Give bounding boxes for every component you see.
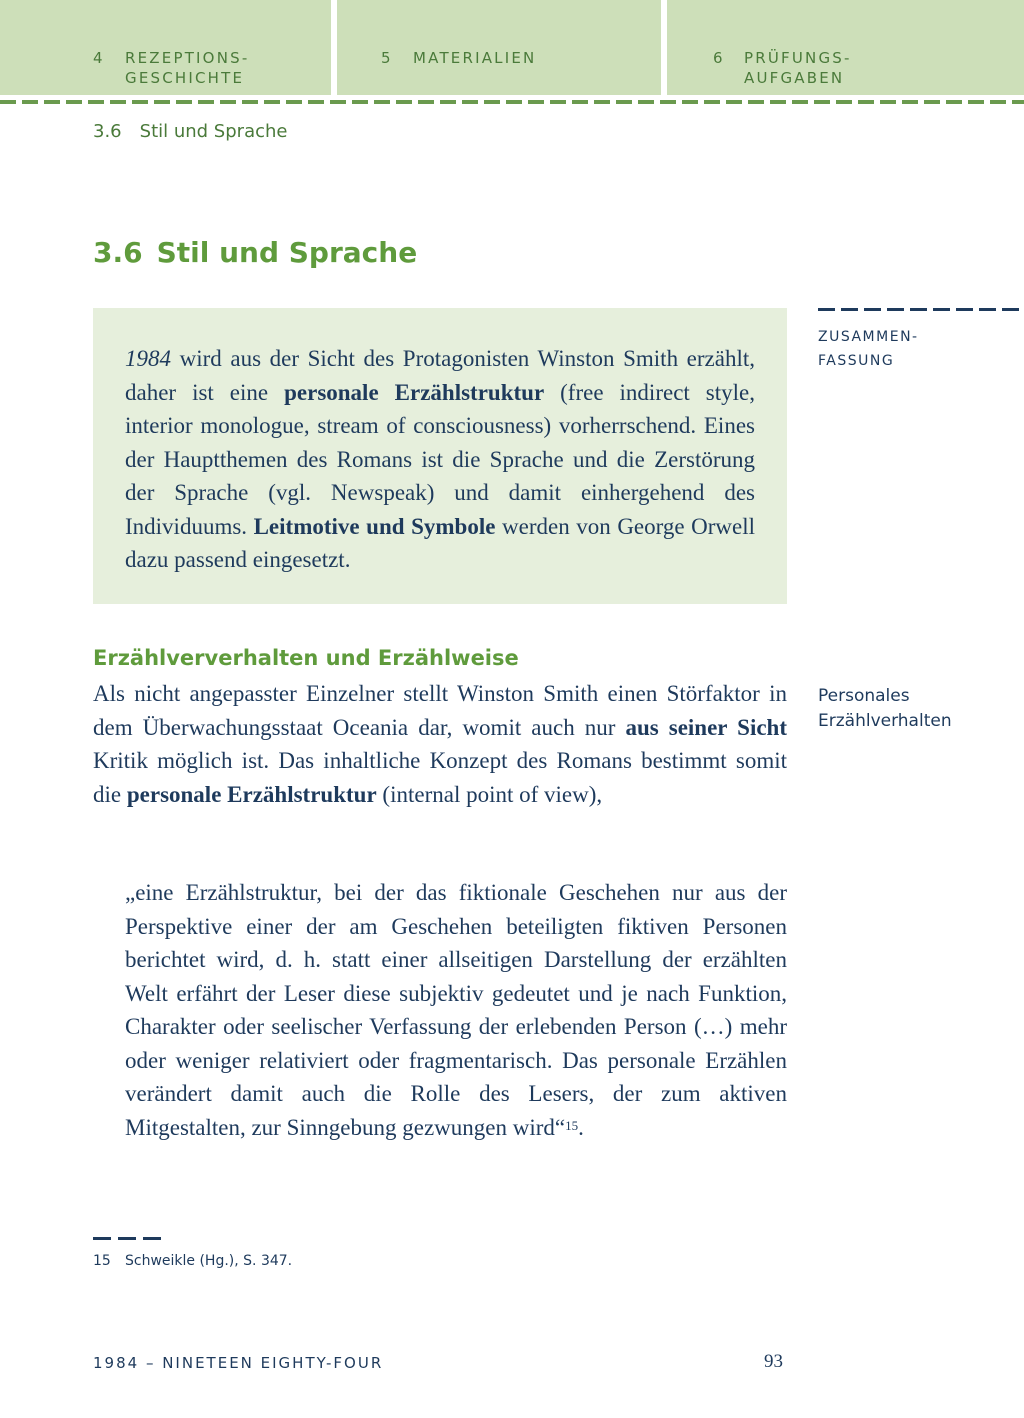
tab-pruefungsaufgaben[interactable]: [667, 0, 1024, 95]
body-text: (internal point of view),: [376, 781, 603, 807]
footnote-divider: [93, 1237, 163, 1240]
body-paragraph: [93, 677, 787, 811]
summary-keyword: personale Erzählstruktur: [284, 379, 545, 405]
section-number: 3.6: [93, 236, 143, 269]
summary-text: werden von George Orwell dazu passend eingesetzt.: [125, 513, 756, 572]
footnote-number: 15: [93, 1253, 111, 1269]
tab-label: MATERIALIEN: [413, 49, 537, 67]
summary-text: wird aus der Sicht des Protagonisten Winston Smith erzählt, daher ist eine: [125, 346, 755, 405]
tab-number: 4: [93, 49, 105, 67]
footnote-text: Schweikle (Hg.), S. 347.: [125, 1253, 293, 1269]
header-divider: [0, 100, 1024, 104]
margin-heading-summary: ZUSAMMEN- FASSUNG: [818, 329, 919, 369]
footnote: [93, 1253, 292, 1269]
body-keyword: personale Erzählstruktur: [126, 781, 377, 807]
running-head-title: Stil und Sprache: [139, 121, 288, 142]
summary-text: (free indirect style, interior monologue, stream of consciousness) vorherrschend. Eines der Hauptthemen des Romans ist die Sprache und die Zerstörung der Sprache (vgl. Newspeak) und damit einhergehend des Individuums.: [125, 379, 755, 539]
tab-materialien[interactable]: [337, 0, 661, 95]
running-head-number: 3.6: [93, 121, 122, 142]
body-keyword: aus seiner Sicht: [625, 714, 787, 740]
quote-text: „eine Erzählstruktur, bei der das fiktionale Geschehen nur aus der Perspektive einer der am Geschehen beteiligten fiktiven Personen berichtet wird, d. h. statt einer allseitigen Darstellung der erzählten Welt erfährt der Leser diese subjektiv gedeutet und je nach Funktion, Charakter oder seelischer Verfassung der erlebenden Person (…) mehr oder weniger relativiert oder fragmentarisch. Das personale Erzählen verändert damit auch die Rolle des Lesers, der zum aktiven Mitgestalten, zur Sinngebung gezwungen wird“: [125, 880, 787, 1140]
body-text: Als nicht angepasster Einzelner stellt Winston Smith einen Störfaktor in dem Überwachungsstaat Oceania dar, womit auch nur: [93, 681, 787, 740]
margin-note-narrative: Personales Erzählverhalten: [818, 686, 952, 731]
tab-label: PRÜFUNGS- AUFGABEN: [744, 49, 852, 87]
summary-box: [93, 308, 787, 604]
margin-divider: [818, 308, 1024, 311]
block-quote: „eine Erzählstruktur, bei der das fiktionale Geschehen nur aus der Perspektive einer der am Geschehen beteiligten fiktiven Personen berichtet wird, d. h. statt einer allseitigen Darstellung der erzählten Welt erfährt der Leser diese subjektiv gedeutet und je nach Funktion, Charakter oder seelischer Verfassung der erlebenden Person (…) mehr oder weniger relativiert oder fragmentarisch. Das personale Erzählen verändert damit auch die Rolle des Lesers, der zum aktiven Mitgestalten, zur Sinngebung gezwungen wird“$^{15}$.: [125, 880, 787, 1140]
footnote-reference[interactable]: 15: [565, 1117, 579, 1133]
subsection-title: Erzählververhalten und Erzählweise: [93, 646, 519, 670]
body-text: Kritik möglich ist. Das inhaltliche Konzept des Romans bestimmt somit die: [93, 748, 787, 807]
summary-title-ref: 1984: [125, 346, 171, 371]
page-number: 93: [764, 1351, 783, 1372]
tab-label: REZEPTIONS- GESCHICHTE: [125, 49, 250, 87]
tab-number: 5: [381, 49, 393, 67]
tab-rezeptionsgeschichte[interactable]: [0, 0, 331, 95]
summary-keyword: Leitmotive und Symbole: [253, 513, 496, 539]
running-head: [93, 121, 287, 142]
footer-book-title: 1984 – NINETEEN EIGHTY-FOUR: [93, 1354, 384, 1372]
section-title: [93, 236, 417, 269]
tab-number: 6: [713, 49, 725, 67]
section-title-text: Stil und Sprache: [156, 236, 418, 269]
